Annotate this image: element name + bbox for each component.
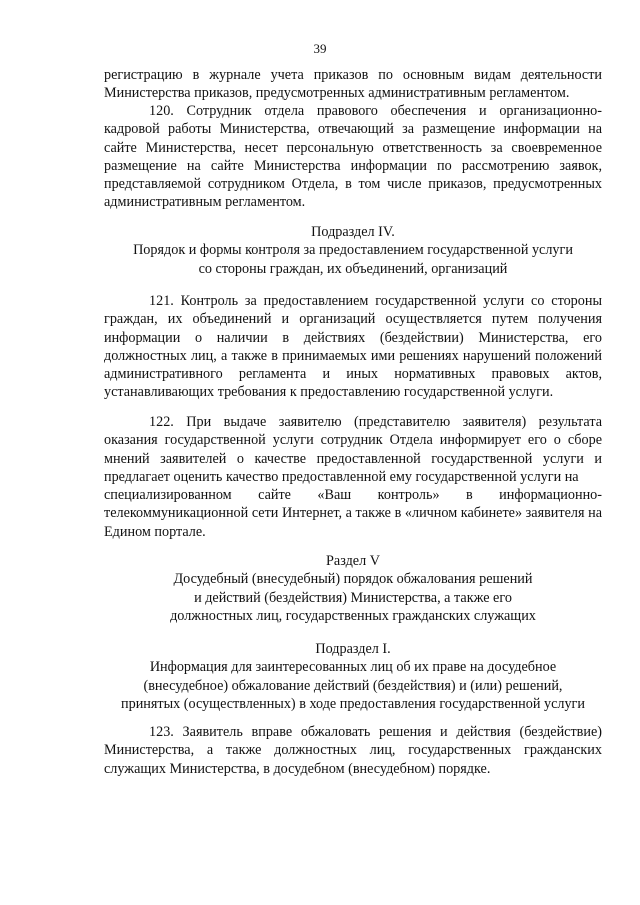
- section-subtitle-line: Досудебный (внесудебный) порядок обжалования решений: [173, 571, 533, 588]
- section-v-heading: [104, 552, 602, 625]
- subsection-subtitle-line: принятых (осуществленных) в ходе предоставления государственной услуги: [121, 695, 585, 712]
- section-subtitle-line: должностных лиц, государственных гражданских служащих: [170, 607, 536, 624]
- paragraph-text: регистрацию в журнале учета приказов по основным видам деятельности Министерства приказов, предусмотренных административным регламентом.: [104, 67, 602, 102]
- paragraph-120: [104, 102, 602, 212]
- subsection-subtitle-line: со стороны граждан, их объединений, организаций: [198, 260, 508, 277]
- subsection-i-heading: [104, 640, 602, 713]
- paragraph-text: специализированном сайте «Ваш контроль» в информационно-: [104, 487, 602, 504]
- section-subtitle-line: и действий (бездействия) Министерства, а также его: [194, 589, 512, 606]
- paragraph-121: [104, 292, 602, 402]
- paragraph-123: [104, 723, 602, 778]
- subsection-iv-heading: [104, 223, 602, 278]
- subsection-subtitle-line: (внесудебное) обжалование действий (бездействия) и (или) решений,: [143, 677, 563, 694]
- paragraph-text: 120. Сотрудник отдела правового обеспечения и организационно-кадровой работы Министерства, отвечающий за размещение информации на сайте Министерства, несет персональную ответственность за своевременное размещение на сайте Министерства информации по рассмотрению заявок, представляемой сотрудником Отдела, в том числе приказов, предусмотренных административным регламентом.: [104, 103, 602, 211]
- subsection-subtitle-line: Информация для заинтересованных лиц об их праве на досудебное: [149, 659, 557, 676]
- section-title: Раздел V: [326, 553, 380, 569]
- paragraph-text: 123. Заявитель вправе обжаловать решения и действия (бездействие) Министерства, а также должностных лиц, государственных гражданских служащих Министерства, в досудебном (внесудебном) порядке.: [104, 724, 602, 777]
- subsection-title: Подраздел I.: [315, 641, 391, 657]
- paragraph-text: 122. При выдаче заявителю (представителю заявителя) результата оказания государственной услуги сотрудник Отдела информирует его о сборе мнений заявителей о качестве предоставленной государственной услуги и предлагает оценить качество предоставленной ему государственной услуги на: [104, 414, 602, 485]
- paragraph-text: 121. Контроль за предоставлением государственной услуги со стороны граждан, их объединений и организаций осуществляется путем получения информации о наличии в действиях (бездействии) Министерства, его должностных лиц, а также в принимаемых ими решениях нарушений положений административного регламента и иных нормативных правовых актов, устанавливающих требования к предоставлению государственной услуги.: [104, 293, 602, 401]
- paragraph-122: [104, 413, 602, 541]
- subsection-subtitle-line: Порядок и формы контроля за предоставлением государственной услуги: [133, 242, 573, 259]
- subsection-title: Подраздел IV.: [311, 224, 395, 240]
- paragraph-text: телекоммуникационной сети Интернет, а также в «личном кабинете» заявителя на Едином портале.: [104, 505, 602, 540]
- page-number: 39: [313, 41, 327, 56]
- paragraph-continuation: [104, 66, 602, 103]
